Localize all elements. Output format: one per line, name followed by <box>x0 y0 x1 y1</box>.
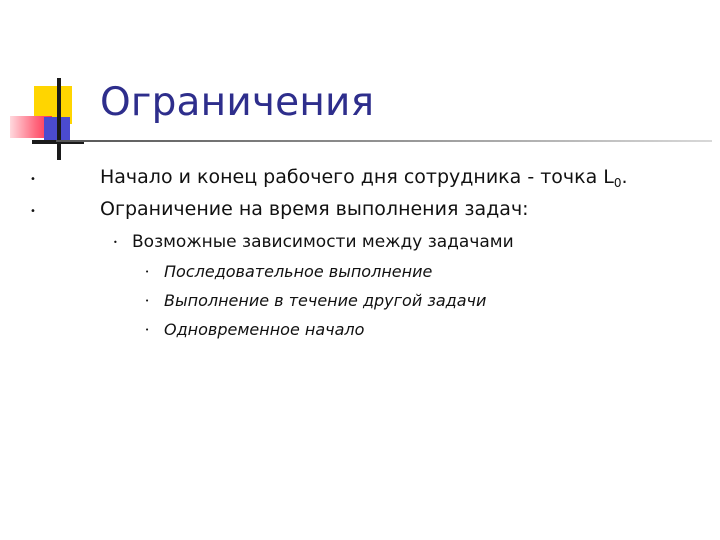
sub-bullet-1: Возможные зависимости между задачами <box>132 232 514 252</box>
slide-logo <box>0 0 100 170</box>
bullet-marker: • <box>30 174 36 185</box>
bullet-2: Ограничение на время выполнения задач: <box>100 198 529 220</box>
sub-bullet-marker: • <box>113 238 118 247</box>
slide-title: Ограничения <box>100 80 375 125</box>
bullet-1-text: Начало и конец рабочего дня сотрудника - точка L <box>100 166 614 188</box>
bullet-1 <box>100 166 628 190</box>
sub-sub-bullet-2: Выполнение в течение другой задачи <box>164 291 487 310</box>
sub-sub-bullet-3: Одновременное начало <box>164 320 365 339</box>
bullet-1-subscript: 0 <box>613 176 622 190</box>
sub-sub-bullet-marker: • <box>145 297 150 305</box>
sub-sub-bullet-marker: • <box>145 326 150 334</box>
sub-sub-bullet-marker: • <box>145 268 150 276</box>
title-underline <box>56 140 712 142</box>
bullet-1-suffix: . <box>621 166 628 188</box>
bullet-marker: • <box>30 206 36 217</box>
sub-sub-bullet-1: Последовательное выполнение <box>164 262 433 281</box>
logo-vertical-bar <box>57 78 61 160</box>
